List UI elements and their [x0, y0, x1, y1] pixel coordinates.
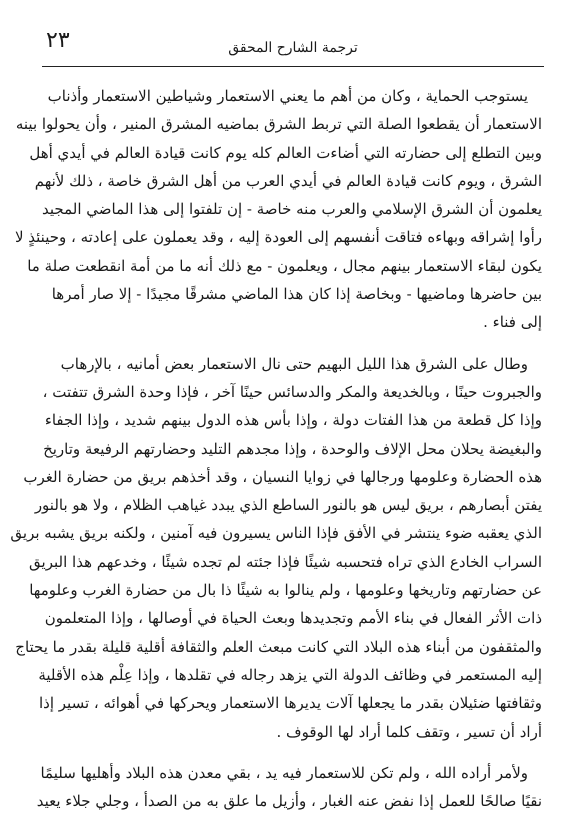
- text-line: بين حاضرها وماضيها - وبخاصة إذا كان هذا الماضي مشرقًا مجيدًا - إلا صار أمرها: [51, 285, 542, 304]
- text-line: رأوا إشراقه وبهاءه فتاقت أنفسهم إلى العودة إليه ، وقد يعملون على إعادته ، وحينئذٍ لا: [14, 228, 542, 247]
- text-line: الذي يعقبه ضوء ينتشر في الأفق فإذا الناس يسيرون فيه آمنين ، ولكنه بريق يشبه بريق: [10, 524, 542, 543]
- page-number: ٢٣: [46, 28, 70, 53]
- paragraph: [14, 82, 542, 337]
- text-line: يفتن أبصارهم ، بريق ليس هو بالنور الساطع الذي يبدد غياهب الظلام ، ولا هو بالنور: [34, 496, 542, 515]
- text-line: يستوجب الحماية ، وكان من أهم ما يعني الاستعمار وشياطين الاستعمار وأذناب: [47, 87, 528, 105]
- text-line: إليه المستعمر في وظائف الدولة التي يزهد رجاله في تقلدها ، وإذا عِلْم هذه الأقلية: [38, 665, 542, 684]
- paragraph: [10, 350, 542, 746]
- text-line: أراد أن تسير ، وتقف كلما أراد لها الوقوف .: [276, 722, 542, 741]
- text-line: يعلمون أن الشرق الإسلامي والعرب منه خاصة - إن تلفتوا إلى هذا الماضي المجيد: [42, 200, 542, 219]
- text-line: والمثقفون من أبناء هذه البلاد التي كانت مبعث العلم والثقافة أقلية قليلة بقدر ما يحتاج: [15, 637, 542, 656]
- text-line: والجبروت حينًا ، وبالخديعة والمكر والدسائس حينًا آخر ، فإذا وحدة الشرق تتفتت ،: [42, 382, 542, 401]
- text-line: الشرق ، ويوم كانت قيادة العالم في أيدي العرب من أهل الشرق خاصة ، ذلك لأنهم: [34, 171, 542, 190]
- text-line: يكون لبقاء الاستعمار بينهم مجال ، ويعلمون - مع ذلك أنه ما من أمة انقطعت صلة ما: [27, 256, 542, 275]
- text-line: وإذا كل قطعة من هذا الفتات دولة ، وإذا بأس هذه الدول بينهم شديد ، وإذا الجفاء: [44, 411, 542, 430]
- text-line: عن حضارتهم وتاريخها وعلومها ، ولم ينالوا به شيئًا ذا بال من حضارة الغرب وعلومها: [29, 581, 542, 600]
- text-line: ذات الأثر الفعال في بناء الأمم وتجديدها وبعث الحياة في أوصالها ، وإذا المتعلمون: [44, 609, 542, 628]
- text-line: وطال على الشرق هذا الليل البهيم حتى نال الاستعمار بعض أمانيه ، بالإرهاب: [60, 354, 528, 373]
- paragraph-gap: [74, 746, 542, 759]
- text-line: وثقافتها ضئيلان بقدر ما يجعلها آلات يديرها الاستعمار ويحركها في أهوائه ، تسير إذا: [39, 694, 542, 713]
- running-title: ترجمة الشارح المحقق: [228, 40, 358, 56]
- text-line: ولأمر أراده الله ، ولم تكن للاستعمار فيه يد ، بقي معدن هذه البلاد وأهليها سليمًا: [40, 763, 528, 782]
- paragraph: [36, 759, 542, 816]
- paragraph-gap: [74, 337, 542, 350]
- text-line: والبغيضة يحلان محل الإلاف والوحدة ، وإذا مجدهم التليد وحضارتهم الرفيعة وتاريخ: [43, 439, 542, 458]
- text-line: الاستعمار أن يقطعوا الصلة التي تربط الشرق بماضيه المشرق المنير ، وأن يحولوا بينه: [15, 115, 542, 134]
- body-text: [10, 82, 542, 822]
- text-line: نقيًا صالحًا للعمل إذا نفض عنه الغبار ، وأزيل ما علق به من الصدأ ، وجلي جلاء يعيد: [36, 792, 542, 811]
- text-line: إلى فناء .: [483, 313, 542, 332]
- text-line: السراب الخادع الذي تراه فتحسبه شيئًا فإذا جئته لم تجده شيئًا ، وخدعهم هذا البريق: [29, 552, 542, 571]
- text-line: هذه الحضارة وعلومها ورجالها في زوايا النسيان ، وقد أخذهم بريق من حضارة الغرب: [23, 467, 542, 486]
- text-line: وبين التطلع إلى حضارته التي أضاءت العالم كله يوم كانت قيادة العالم في أيدي أهل: [29, 143, 542, 162]
- page-header: [42, 26, 544, 67]
